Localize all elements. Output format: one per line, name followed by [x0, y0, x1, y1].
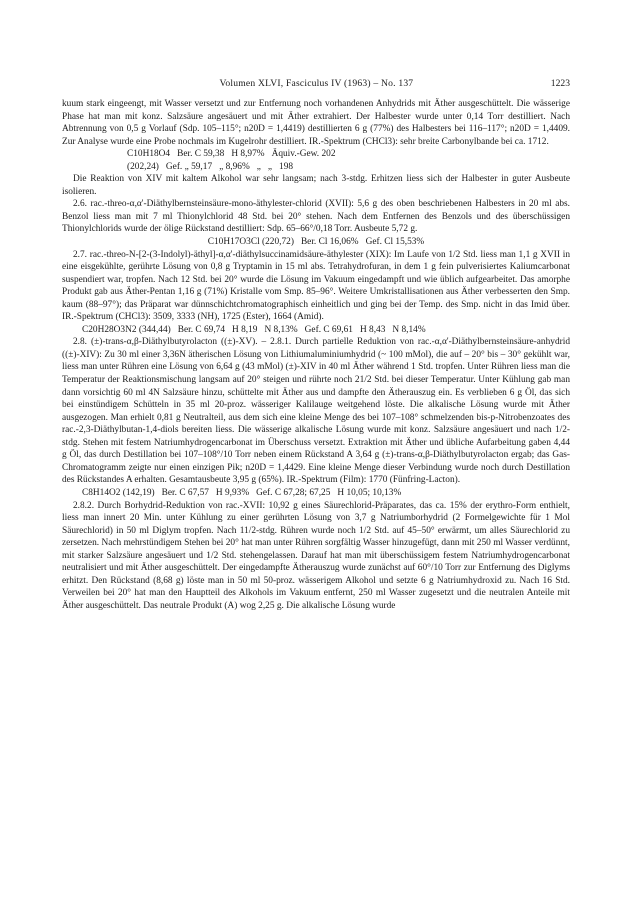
- paragraph-halbester-distillation: kuum stark eingeengt, mit Wasser versetzt und zur Entfernung noch vorhandenen Anhydrids mit Äther ausgeschüttelt. Die wässerige Phase hat man mit konz. Salzsäure angesäuert und mit Äther extrahiert. Der Halbester wurde unter 0,14 Torr destilliert. Nach Abtrennung von 0,5 g Vorlauf (Sdp. 105–115°; n20D = 1,4419) destillierten 6 g (77%) des Halbesters bei 116–117°; n20D = 1,4409. Zur Analyse wurde eine Probe nochmals im Kugelrohr destilliert. IR.-Spektrum (CHCl3): sehr breite Carbonylbande bei ca. 1712.: [62, 99, 570, 147]
- analysis-line-found: (202,24) Gef. „ 59,17 „ 8,96% „ „ 198: [127, 161, 294, 172]
- analysis-line-formula: C10H18O4 Ber. C 59,38 H 8,97% Äquiv.-Gew. 202: [127, 149, 336, 160]
- analysis-line-lacton: C8H14O2 (142,19) Ber. C 67,57 H 9,93% Gef. C 67,28; 67,25 H 10,05; 10,13%: [82, 487, 402, 498]
- paragraph-section-2-8: 2.8. (±)-trans-α,β-Diäthylbutyrolacton ((±)-XV). – 2.8.1. Durch partielle Reduktion von rac.-α,α'-Diäthylbernsteinsäure-anhydrid ((±)-XIV): Zu 30 ml einer 3,36N ätherischen Lösung von Lithiumaluminiumhydrid (~ 100 mMol), die auf – 20° bis – 30° gekühlt war, liess man unter Rühren eine Lösung von 6,64 g (43 mMol) (±)-XIV in 40 ml Äther während 1 Std. tropfen. Unter Rühren liess man die Temperatur der Reaktionsmischung langsam auf 20° steigen und rührte noch 21/2 Std. bei dieser Temperatur. Unter Kühlung gab man dann vorsichtig 60 ml 4N Salzsäure hinzu, schüttelte mit Äther aus und dampfte den Ätherauszug ein. Es verblieben 6 g Öl, das sich bei einstündigem Schütteln in 35 ml 20-proz. wässeriger Kalilauge weitgehend löste. Die alkalische Lösung wurde mit Äther ausgezogen. Man erhielt 0,81 g Neutralteil, aus dem sich eine kleine Menge des bei 107–108° schmelzenden bis-p-Nitrobenzoates des rac.-2,3-Diäthylbutan-1,4-diols bereiten liess. Die wässerige alkalische Lösung wurde mit konz. Salzsäure angesäuert und nach 1/2-stdg. Stehen mit festem Natriumhydrogencarbonat im Überschuss versetzt. Extraktion mit Äther und übliche Aufarbeitung gaben 4,44 g Öl, das durch Destillation bei 107–108°/10 Torr neben einem Rückstand A 3,64 g (±)-trans-α,β-Diäthylbutyrolacton ergab; das Gas-Chromatogramm zeigte nur einen einzigen Pik; n20D = 1,4429. Eine kleine Menge dieser Verbindung wurde noch durch Destillation des Rückstandes A erhalten. Gesamtausbeute 3,95 g (65%). IR.-Spektrum (Film): 1770 (Fünfring-Lacton).: [62, 337, 570, 486]
- analysis-line-amide: C20H28O3N2 (344,44) Ber. C 69,74 H 8,19 N 8,13% Gef. C 69,61 H 8,43 N 8,14%: [82, 324, 426, 335]
- analysis-line-chlorid: C10H17O3Cl (220,72) Ber. Cl 16,06% Gef. Cl 15,53%: [207, 237, 425, 248]
- journal-page: [62, 78, 570, 612]
- paragraph-reaction-note: Die Reaktion von XIV mit kaltem Alkohol war sehr langsam; nach 3-stdg. Erhitzen liess sich der Halbester in guter Ausbeute isolieren.: [62, 174, 570, 197]
- page-number: 1223: [550, 78, 570, 89]
- running-header: [62, 78, 570, 89]
- paragraph-section-2-8-2: 2.8.2. Durch Borhydrid-Reduktion von rac.-XVII: 10,92 g eines Säurechlorid-Präparates, das ca. 15% der erythro-Form enthielt, liess man innert 20 Min. unter Kühlung zu einer gerührten Lösung von 3,7 g Natriumborhydrid (2 Formelgewichte für 1 Mol Säurechlorid) in 50 ml Diglym tropfen. Nach 11/2-stdg. Rühren wurde noch 1/2 Std. auf 45–50° erwärmt, um alles Säurechlorid zu zersetzen. Nach mehrstündigem Stehen bei 20° hat man unter Rühren sorgfältig Wasser hinzugefügt, dann mit 250 ml Wasser verdünnt, mit starker Salzsäure angesäuert und 1/2 Std. stehengelassen. Darauf hat man mit überschüssigem festem Natriumhydrogencarbonat neutralisiert und mit Äther ausgeschüttelt. Der eingedampfte Ätherauszug wurde zunächst auf 60°/10 Torr zur Entfernung des Diglyms erhitzt. Den Rückstand (8,68 g) löste man in 50 ml 50-proz. wässerigem Alkohol und setzte 6 g Natriumhydroxid zu. Nach 16 Std. Verweilen bei 20° hat man den Hauptteil des Alkohols im Vakuum entfernt, 250 ml Wasser zugesetzt und die neutralen Anteile mit Äther ausgeschüttelt. Das neutrale Produkt (A) wog 2,25 g. Die alkalische Lösung wurde: [62, 500, 570, 611]
- paragraph-section-2-7: 2.7. rac.-threo-N-[2-(3-Indolyl)-äthyl]-α,α'-diäthylsuccinamidsäure-äthylester (XIX): Im Laufe von 1/2 Std. liess man 1,1 g XVII in eine eisgekühlte, gerührte Lösung von 0,8 g Tryptamin in 15 ml abs. Tetrahydrofuran, in dem 1 g fein pulverisiertes Kaliumcarbonat suspendiert war, tropfen. Nach 12 Std. bei 20° wurde die Lösung im Vakuum eingedampft und wie üblich aufgearbeitet. Das amorphe Produkt gab aus Äther-Pentan 1,16 g (71%) Kristalle vom Smp. 85–96°. Weitere Umkristallisationen aus Äther verbesserten den Smp. kaum (88–97°); das Präparat war dünnschichtchromatographisch einheitlich und ging bei der Temp. des Smp. nicht in das Imid über. IR.-Spektrum (CHCl3): 3509, 3333 (NH), 1725 (Ester), 1664 (Amid).: [62, 249, 570, 323]
- article-body: [62, 98, 570, 612]
- header-journal-volume: Volumen XLVI, Fasciculus IV (1963) – No. 137: [219, 78, 414, 89]
- paragraph-section-2-6: 2.6. rac.-threo-α,α'-Diäthylbernsteinsäure-mono-äthylester-chlorid (XVII): 5,6 g des oben beschriebenen Halbesters in 20 ml abs. Benzol liess man mit 7 ml Thionylchlorid 48 Std. bei 20° stehen. Nach dem Entfernen des Benzols und des überschüssigen Thionylchlorids wurde der ölige Rückstand destilliert: Sdp. 65–66°/0,18 Torr. Ausbeute 5,72 g.: [62, 199, 570, 235]
